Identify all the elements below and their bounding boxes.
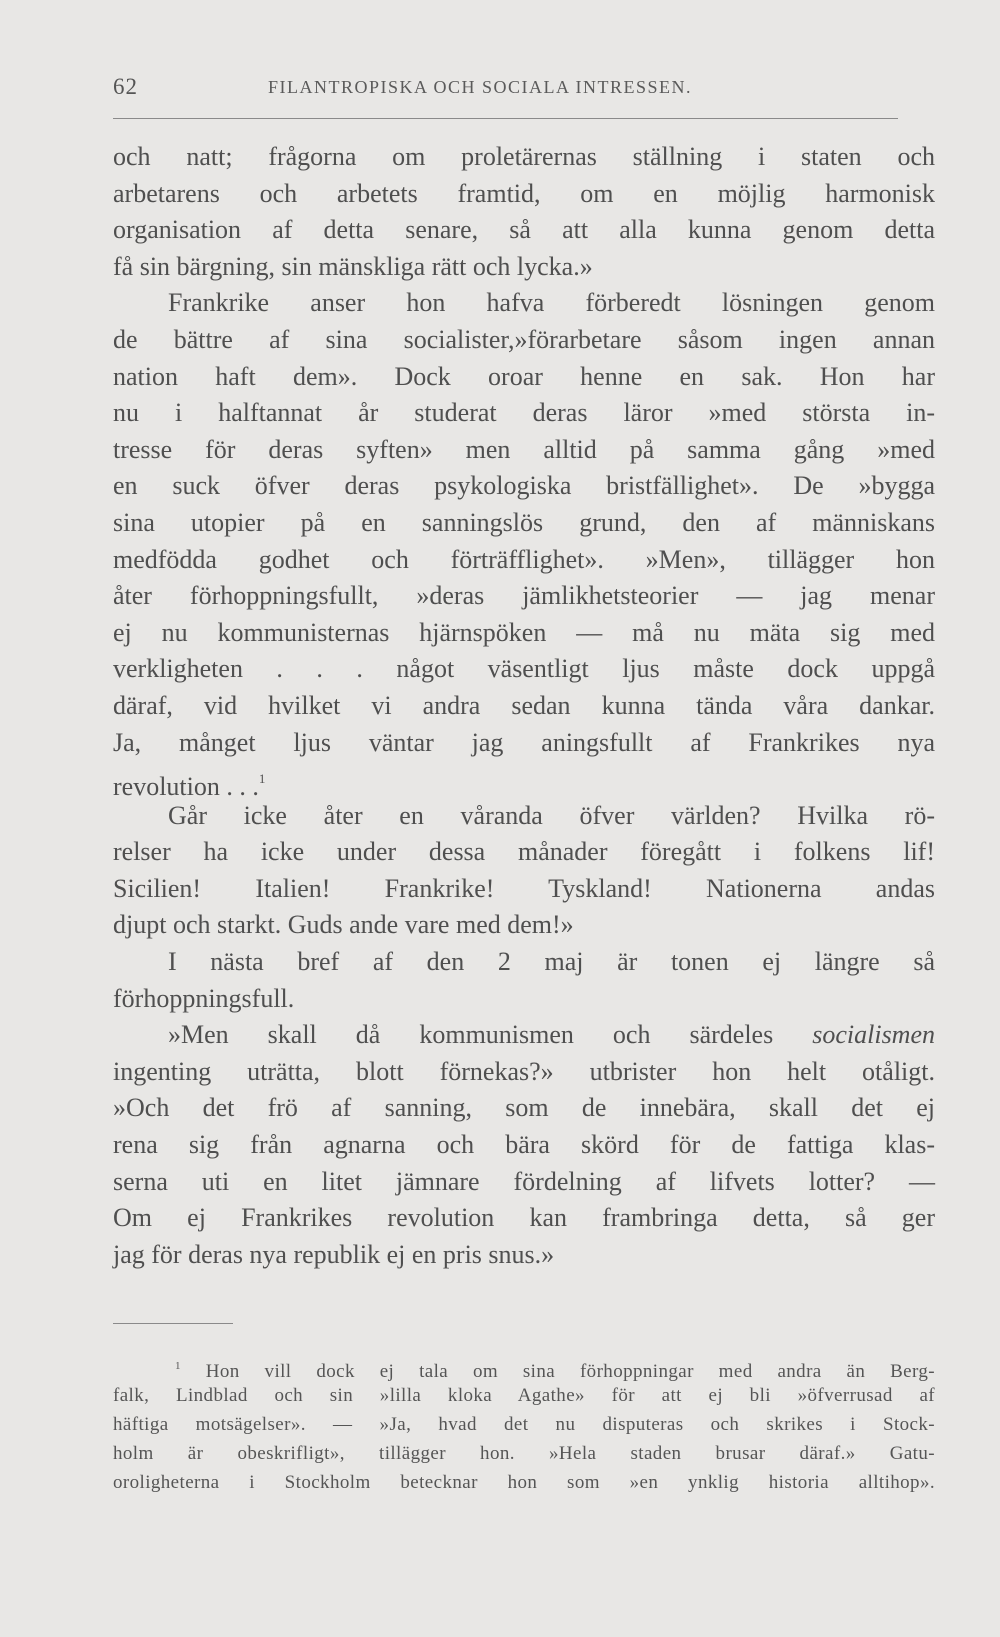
- page-number: 62: [113, 74, 138, 99]
- text-line: sina utopier på en sanningslös grund, den af människans: [113, 507, 935, 537]
- text-line: och natt; frågorna om proletärernas ställning i staten och: [113, 142, 935, 171]
- footnote-line: häftiga motsägelser». — »Ja, hvad det nu disputeras och skrikes i Stock-: [113, 1414, 935, 1435]
- text-line: arbetarens och arbetets framtid, om en möjlig harmonisk: [113, 178, 935, 208]
- footnote-marker: 1: [175, 1360, 181, 1372]
- text-line: I nästa bref af den 2 maj är tonen ej längre så: [168, 947, 935, 977]
- text-line: åter förhoppningsfullt, »deras jämlikhetsteorier — jag menar: [113, 581, 935, 611]
- header-rule: [113, 118, 898, 119]
- text-line: ingenting uträtta, blott förnekas?» utbrister hon helt otåligt.: [113, 1056, 935, 1086]
- text-line: förhoppningsfull.: [113, 983, 295, 1013]
- text-line: de bättre af sina socialister,»förarbetare såsom ingen annan: [113, 324, 935, 354]
- text-line: medfödda godhet och förträfflighet». »Men», tillägger hon: [113, 544, 935, 574]
- text-line: [113, 761, 935, 802]
- text-line: verkligheten . . . något väsentligt ljus måste dock uppgå: [113, 654, 935, 684]
- footnote-line-content: Hon vill dock ej tala om sina förhoppningar med andra än Berg-: [205, 1361, 935, 1382]
- footnote-reference: 1: [258, 771, 266, 787]
- text-line-content: revolution . . .: [113, 772, 259, 802]
- italic-word: socialismen: [812, 1020, 935, 1050]
- footnote-line: falk, Lindblad och sin »lilla kloka Agathe» för att ej bli »öfverrusad af: [113, 1385, 935, 1406]
- text-line: djupt och starkt. Guds ande vare med dem!»: [113, 910, 574, 940]
- text-line: Om ej Frankrikes revolution kan frambringa detta, så ger: [113, 1203, 935, 1233]
- text-line: [113, 1017, 935, 1054]
- text-line: relser ha icke under dessa månader föregått i folkens lif!: [113, 837, 935, 867]
- footnote-line: [113, 1352, 935, 1381]
- text-line: Ja, månget ljus väntar jag aningsfullt af Frankrikes nya: [113, 727, 935, 757]
- running-head: [113, 74, 898, 104]
- text-line: få sin bärgning, sin mänskliga rätt och lycka.»: [113, 251, 593, 281]
- footnote-line: holm är obeskrifligt», tillägger hon. »Hela staden brusar däraf.» Gatu-: [113, 1443, 935, 1464]
- footnotes: [113, 1352, 935, 1497]
- text-line: organisation af detta senare, så att alla kunna genom detta: [113, 215, 935, 245]
- text-line: jag för deras nya republik ej en pris snus.»: [113, 1239, 555, 1269]
- text-line: serna uti en litet jämnare fördelning af lifvets lotter? —: [113, 1166, 935, 1196]
- text-line: Frankrike anser hon hafva förberedt lösningen genom: [168, 288, 935, 318]
- text-line: Går icke åter en våranda öfver världen? Hvilka rö-: [168, 800, 935, 830]
- text-line: nation haft dem». Dock oroar henne en sak. Hon har: [113, 361, 935, 391]
- text-line: Sicilien! Italien! Frankrike! Tyskland! Nationerna andas: [113, 873, 935, 903]
- text-line: ej nu kommunisternas hjärnspöken — må nu mäta sig med: [113, 617, 935, 647]
- text-line: nu i halftannat år studerat deras läror »med största in-: [113, 398, 935, 428]
- running-title: FILANTROPISKA OCH SOCIALA INTRESSEN.: [268, 77, 693, 97]
- text-line: rena sig från agnarna och bära skörd för de fattiga klas-: [113, 1130, 935, 1160]
- footnote-rule: [113, 1323, 233, 1324]
- text-line-content: »Men skall då kommunismen och särdeles: [168, 1020, 774, 1050]
- footnote-line: oroligheterna i Stockholm betecknar hon som »en ynklig historia alltihop».: [113, 1472, 935, 1493]
- text-line: en suck öfver deras psykologiska bristfällighet». De »bygga: [113, 471, 935, 501]
- text-line: »Och det frö af sanning, som de innebära, skall det ej: [113, 1093, 935, 1123]
- body-text: [113, 139, 935, 1273]
- text-line: tresse för deras syften» men alltid på samma gång »med: [113, 434, 935, 464]
- text-line: däraf, vid hvilket vi andra sedan kunna tända våra dankar.: [113, 690, 935, 720]
